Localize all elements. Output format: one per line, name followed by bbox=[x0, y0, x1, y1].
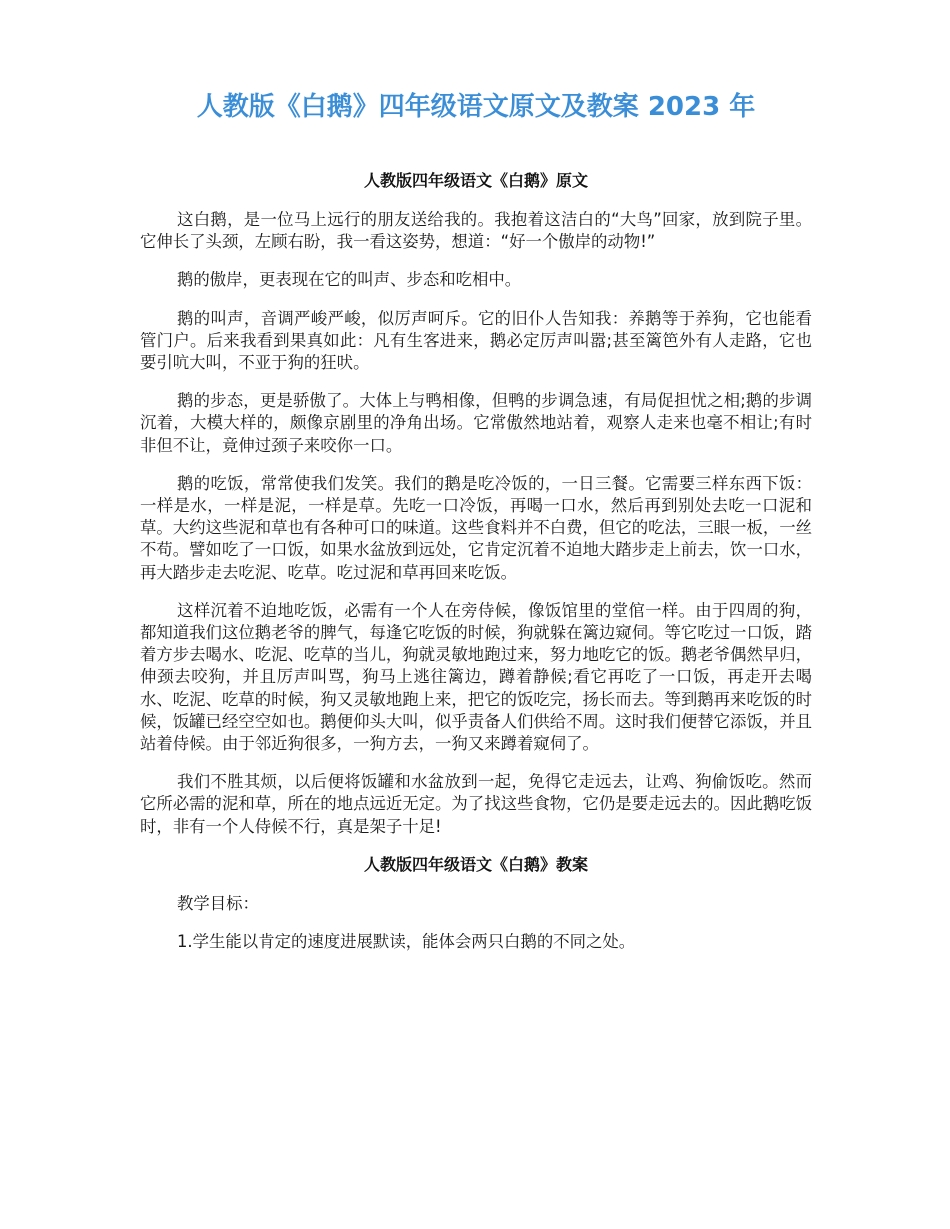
paragraph: 鹅的步态，更是骄傲了。大体上与鸭相像，但鸭的步调急速，有局促担忧之相;鹅的步调沉着，大模大样的，颇像京剧里的净角出场。它常傲然地站着，观察人走来也毫不相让;有时非但不让，竟伸过颈子来咬你一口。 bbox=[140, 391, 812, 455]
paragraph: 鹅的傲岸，更表现在它的叫声、步态和吃相中。 bbox=[177, 270, 522, 290]
document-page bbox=[140, 88, 812, 969]
teaching-goal-item: 1.学生能以肯定的速度进展默读，能体会两只白鹅的不同之处。 bbox=[177, 932, 636, 952]
paragraph: 这白鹅，是一位马上远行的朋友送给我的。我抱着这洁白的“大鸟”回家，放到院子里。它伸长了头颈，左顾右盼，我一看这姿势，想道：“好一个傲岸的动物!” bbox=[140, 210, 812, 252]
original-text-section bbox=[140, 170, 812, 838]
paragraph: 这样沉着不迫地吃饭，必需有一个人在旁侍候，像饭馆里的堂倌一样。由于四周的狗，都知道我们这位鹅老爷的脾气，每逢它吃饭的时候，狗就躲在篱边窥伺。等它吃过一口饭，踏着方步去喝水、吃泥、吃草的当儿，狗就灵敏地跑过来，努力地吃它的饭。鹅老爷偶然早归，伸颈去咬狗，并且厉声叫骂，狗马上逃往篱边，蹲着静候;看它再吃了一口饭，再走开去喝水、吃泥、吃草的时候，狗又灵敏地跑上来，把它的饭吃完，扬长而去。等到鹅再来吃饭的时候，饭罐已经空空如也。鹅便仰头大叫，似乎责备人们供给不周。这时我们便替它添饭，并且站着侍候。由于邻近狗很多，一狗方去，一狗又来蹲着窥伺了。 bbox=[140, 600, 813, 754]
section-heading-original: 人教版四年级语文《白鹅》原文 bbox=[363, 171, 588, 190]
lesson-plan-section bbox=[140, 854, 812, 953]
paragraph: 我们不胜其烦，以后便将饭罐和水盆放到一起，免得它走远去，让鸡、狗偷饭吃。然而它所必需的泥和草，所在的地点远近无定。为了找这些食物，它仍是要走远去的。因此鹅吃饭时，非有一个人侍候不行，真是架子十足! bbox=[140, 772, 813, 836]
document-title: 人教版《白鹅》四年级语文原文及教案 2023 年 bbox=[196, 92, 756, 122]
teaching-goals-label: 教学目标： bbox=[177, 893, 259, 913]
paragraph: 鹅的叫声，音调严峻严峻，似厉声呵斥。它的旧仆人告知我：养鹅等于养狗，它也能看管门户。后来我看到果真如此：凡有生客进来，鹅必定厉声叫嚣;甚至篱笆外有人走路，它也要引吭大叫，不亚于狗的狂吠。 bbox=[140, 308, 812, 373]
section-heading-lesson-plan: 人教版四年级语文《白鹅》教案 bbox=[363, 854, 588, 874]
paragraph: 鹅的吃饭，常常使我们发笑。我们的鹅是吃冷饭的，一日三餐。它需要三样东西下饭：一样是水，一样是泥，一样是草。先吃一口冷饭，再喝一口水，然后再到别处去吃一口泥和草。大约这些泥和草也有各种可口的味道。这些食料并不白费，但它的吃法，三眼一板，一丝不苟。譬如吃了一口饭，如果水盆放到远处，它肯定沉着不迫地大踏步走上前去，饮一口水，再大踏步走去吃泥、吃草。吃过泥和草再回来吃饭。 bbox=[140, 473, 813, 582]
